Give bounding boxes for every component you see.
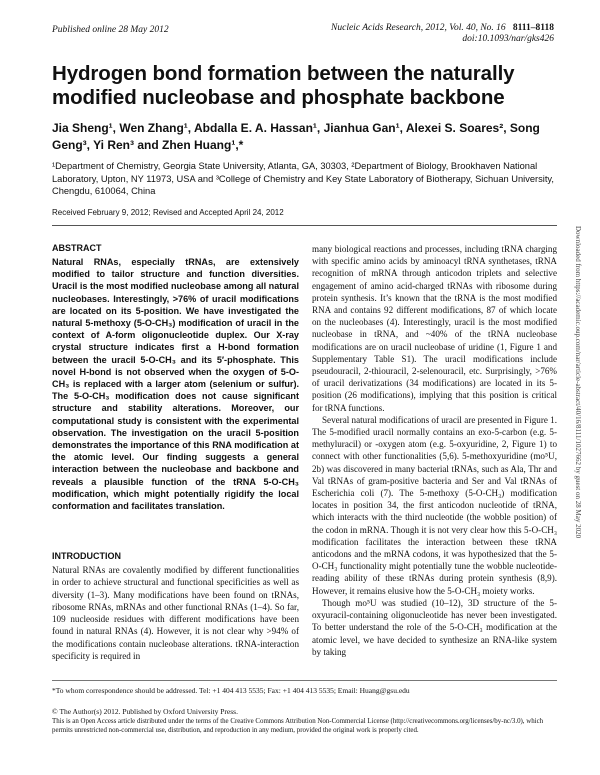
license-notice: This is an Open Access article distributed under the terms of the Creative Commons Attribution Non-Commercial License (http://creativecommons.org/licenses/by-nc/3.0), which permits unrestricted non-commercial use, distribution, and reproduction in any medium, provided the original work is properly cited. xyxy=(52,718,544,735)
introduction-text: Natural RNAs are covalently modified by different functionalities in order to achieve structural and functional specificities as well as diversity (1–3). Many modifications have been found on tRNAs, ribosome RNAs, mRNAs and other functional RNAs (1–4). So far, 109 nucleoside residues with different modifications have been found in natural RNAs (4). However, it is not clear why >94% of the modifications contain nucleobase alterations. tRNA-interaction specificity is required in xyxy=(52,565,299,662)
footnote-divider xyxy=(52,680,557,681)
article-title: Hydrogen bond formation between the naturally modified nucleobase and phosphate backbone xyxy=(52,62,515,109)
paragraph-2: Several natural modifications of uracil are presented in Figure 1. The 5-modified uracil normally contains an exo-5-carbon (e.g. 5-methyluracil) or -oxygen atom (e.g. 5-oxyuridine, 2, Figure 1) to connect with other functionalities (5,6). 5-methoxyuridine (mo⁵U, 2b) was discovered in many bacterial tRNAs, such as Ala, Thr and Val tRNAs of gram-positive bacteria and Ser and Val tRNAs of Escherichia coli (7). The 5-methoxy (5-O-CH₃) modification locates in position 34, the first anticodon nucleotide of tRNA, which interacts with the third nucleotide (the wobble position) of the codon in mRNA. Though it is not very clear how this 5-O-CH₃ modification facilitates the interaction between these tRNA anticodons and the mRNA codons, it was hypothesized that the 5-O-CH₃ functionality might potentially tune the wobble nucleotide-reading ability of these tRNAs during protein synthesis (8,9). However, it remains elusive how the 5-O-CH₃ moiety works. xyxy=(312,414,557,596)
journal-citation xyxy=(331,23,554,45)
author-list: Jia Sheng¹, Wen Zhang¹, Abdalla E. A. Hassan¹, Jianhua Gan¹, Alexei S. Soares², Song Geng³, Yi Ren³ and Zhen Huang¹,* xyxy=(52,121,540,152)
header-divider xyxy=(52,225,557,226)
received-dates: Received February 9, 2012; Revised and Accepted April 24, 2012 xyxy=(52,208,284,217)
affiliations: ¹Department of Chemistry, Georgia State University, Atlanta, GA, 30303, ²Department of Biology, Brookhaven National Laboratory, Upton, NY 11973, USA and ³College of Chemistry and Key State Laboratory of Biotherapy, Sichuan University, Chengdu, 610064, China xyxy=(52,161,554,196)
page-range: 8111–8118 xyxy=(512,23,554,33)
download-watermark: Downloaded from https://academic.oup.com/nar/article-abstract/40/16/8111/1027662 by guest on 28 May 2020 xyxy=(574,226,582,539)
journal-name: Nucleic Acids Research, 2012, Vol. 40, No. 16 xyxy=(331,23,506,33)
abstract-text: Natural RNAs, especially tRNAs, are extensively modified to tailor structure and function diversities. Uracil is the most modified nucleobase among all natural nucleobases. Interestingly, >76% of uracil modifications are located on its 5-position. We have investigated the natural 5-methoxy (5-O-CH₃) modification of uracil in the context of A-form oligonucleotide duplex. Our X-ray crystal structure indicates first a H-bond formation between the uracil 5-O-CH₃ and its 5′-phosphate. This novel H-bond is not observed when the oxygen of 5-O-CH₃ is replaced with a larger atom (selenium or sulfur). The 5-O-CH₃ modification does not cause significant structure and stability alterations. Moreover, our computational study is consistent with the experimental observation. The investigation on the uracil 5-position demonstrates the importance of this RNA modification at the atomic level. Our finding suggests a general interaction between the nucleobase and backbone and reveals a plausible function of the tRNA 5-O-CH₃ modification, which might potentially rigidify the local conformation and facilitates translation. xyxy=(52,257,299,512)
published-date: Published online 28 May 2012 xyxy=(52,25,169,35)
doi[interactable]: doi:10.1093/nar/gks426 xyxy=(462,34,554,44)
paragraph-3: Though mo⁵U was studied (10–12), 3D structure of the 5-oxyuracil-containing oligonucleotide has never been investigated. To better understand the role of the 5-O-CH₃ modification at the atomic level, we have decided to synthesize an RNA-like system by taking xyxy=(312,597,557,657)
right-column xyxy=(312,243,557,658)
paragraph-1: many biological reactions and processes, including tRNA charging with specific amino acids by aminoacyl tRNA synthetases, tRNA recognition of mRNA through anticodon triplets and selective engagement of amino acid-charged tRNAs with ribosome during protein synthesis. It’s known that the tRNA is the most modified RNA and contains 92 different modifications, 87 of which locate on the nucleobases (4). Interestingly, uracil is the most modified nucleobase in tRNA, and ~40% of the tRNA nucleobase modifications are on uracil nucleobase of uridine (1, Figure 1 and Supplementary Table S1). The uracil modifications include pseudouracil, 2-thiouracil, 2-selenouracil, etc. Surprisingly, >76% of uracil derivatizations (34 modifications) are located in its 5-position (26 modifications), implying that this position is critical for tRNA functions. xyxy=(312,244,557,413)
correspondence-footnote: *To whom correspondence should be addressed. Tel: +1 404 413 5535; Fax: +1 404 413 5535; Email: Huang@gsu.edu xyxy=(52,686,410,695)
abstract-heading: ABSTRACT xyxy=(52,243,102,253)
copyright-notice: © The Author(s) 2012. Published by Oxford University Press. xyxy=(52,707,238,716)
introduction-heading: INTRODUCTION xyxy=(52,551,121,561)
